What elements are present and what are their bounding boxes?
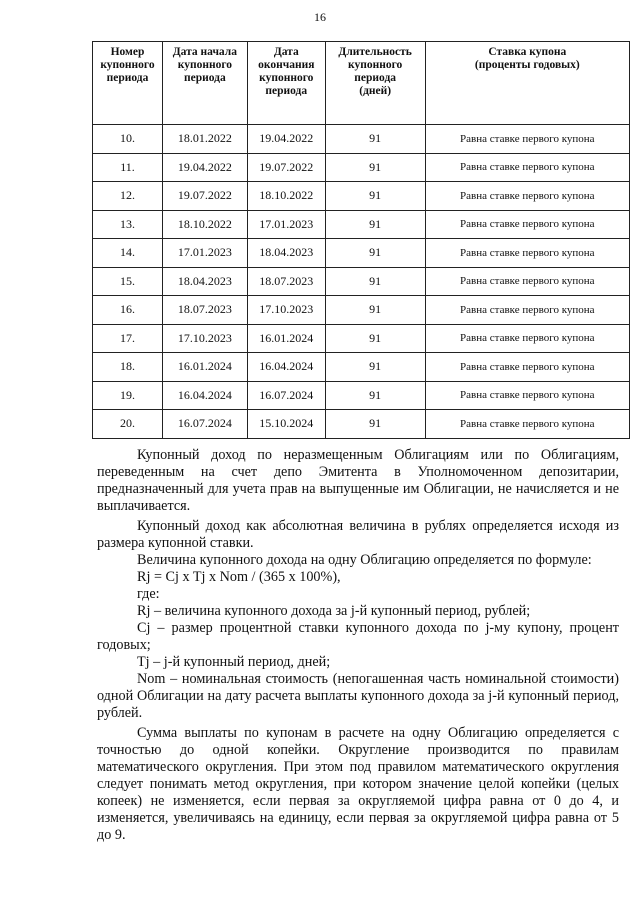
table-row [93, 296, 630, 325]
cell-duration: 91 [325, 125, 425, 154]
cell-period-number: 20. [93, 410, 163, 439]
cell-start-date: 17.10.2023 [162, 324, 247, 353]
cell-start-date: 19.07.2022 [162, 182, 247, 211]
table-row [93, 153, 630, 182]
paragraph-unplaced-bonds: Купонный доход по неразмещенным Облигациям или по Облигациям, переведенным на счет депо Эмитента в Уполномоченном депозитарии, предназначенный для учета прав на выпущенные им Облигации, не начисляется и не выплачивается. [97, 447, 619, 514]
cell-period-number: 15. [93, 267, 163, 296]
cell-duration: 91 [325, 381, 425, 410]
cell-start-date: 19.04.2022 [162, 153, 247, 182]
cell-start-date: 16.01.2024 [162, 353, 247, 382]
cell-duration: 91 [325, 353, 425, 382]
document-body [97, 447, 619, 844]
cell-coupon-rate: Равна ставке первого купона [425, 239, 629, 268]
page-number: 16 [314, 10, 326, 24]
cell-duration: 91 [325, 182, 425, 211]
cell-coupon-rate: Равна ставке первого купона [425, 381, 629, 410]
cell-duration: 91 [325, 410, 425, 439]
header-start-date [162, 42, 247, 125]
cell-duration: 91 [325, 153, 425, 182]
cell-period-number: 19. [93, 381, 163, 410]
paragraph-rounding: Сумма выплаты по купонам в расчете на одну Облигацию определяется с точностью до одной копейки. Округление производится по правилам математического округления. При этом под правилом математического округления следует понимать метод округления, при котором значение целой копейки (целых копеек) не изменяется, если первая за округляемой цифра равна от 0 до 4, и изменяется, увеличиваясь на единицу, если первая за округляемой цифра равна от 5 до 9. [97, 725, 619, 843]
table-header-row [93, 42, 630, 125]
cell-period-number: 10. [93, 125, 163, 154]
cell-end-date: 19.07.2022 [247, 153, 325, 182]
table-row [93, 410, 630, 439]
coupon-table [92, 41, 630, 439]
cell-end-date: 16.04.2024 [247, 353, 325, 382]
where-label: где: [137, 586, 160, 602]
header-label: Номер купонного периода [100, 46, 155, 84]
cell-duration: 91 [325, 239, 425, 268]
header-coupon-rate [425, 42, 629, 125]
table-row [93, 210, 630, 239]
table-row [93, 353, 630, 382]
cell-start-date: 16.07.2024 [162, 410, 247, 439]
cell-start-date: 18.10.2022 [162, 210, 247, 239]
cell-end-date: 18.10.2022 [247, 182, 325, 211]
cell-coupon-rate: Равна ставке первого купона [425, 125, 629, 154]
header-label: Длительность купонного периода (дней) [338, 46, 412, 97]
cell-end-date: 18.07.2023 [247, 267, 325, 296]
cell-end-date: 17.10.2023 [247, 296, 325, 325]
definition-tj: Tj – j-й купонный период, дней; [137, 654, 331, 670]
cell-coupon-rate: Равна ставке первого купона [425, 153, 629, 182]
table-row [93, 267, 630, 296]
cell-end-date: 18.04.2023 [247, 239, 325, 268]
header-label: Дата окончания купонного периода [258, 46, 315, 97]
cell-coupon-rate: Равна ставке первого купона [425, 324, 629, 353]
cell-period-number: 13. [93, 210, 163, 239]
cell-end-date: 16.01.2024 [247, 324, 325, 353]
cell-period-number: 14. [93, 239, 163, 268]
cell-coupon-rate: Равна ставке первого купона [425, 182, 629, 211]
cell-duration: 91 [325, 267, 425, 296]
cell-coupon-rate: Равна ставке первого купона [425, 410, 629, 439]
cell-coupon-rate: Равна ставке первого купона [425, 353, 629, 382]
definition-cj: Cj – размер процентной ставки купонного дохода по j-му купону, процент годовых; [97, 620, 619, 653]
header-period-number [93, 42, 163, 125]
cell-end-date: 19.04.2022 [247, 125, 325, 154]
definition-rj: Rj – величина купонного дохода за j-й купонный период, рублей; [137, 603, 531, 619]
cell-start-date: 18.07.2023 [162, 296, 247, 325]
cell-period-number: 17. [93, 324, 163, 353]
formula: Rj = Cj x Tj x Nom / (365 x 100%), [137, 569, 341, 585]
cell-end-date: 15.10.2024 [247, 410, 325, 439]
cell-coupon-rate: Равна ставке первого купона [425, 296, 629, 325]
table-row [93, 239, 630, 268]
paragraph-coupon-income: Купонный доход как абсолютная величина в рублях определяется исходя из размера купонной ставки. [97, 518, 619, 551]
cell-start-date: 18.01.2022 [162, 125, 247, 154]
cell-end-date: 17.01.2023 [247, 210, 325, 239]
cell-start-date: 18.04.2023 [162, 267, 247, 296]
table-row [93, 125, 630, 154]
header-label: Дата начала купонного периода [172, 46, 237, 84]
table-row [93, 381, 630, 410]
cell-start-date: 17.01.2023 [162, 239, 247, 268]
cell-coupon-rate: Равна ставке первого купона [425, 210, 629, 239]
table-row [93, 182, 630, 211]
cell-period-number: 12. [93, 182, 163, 211]
definition-nom: Nom – номинальная стоимость (непогашенная часть номинальной стоимости) одной Облигации на дату расчета выплаты купонного дохода за j-й купонный период, рублей. [97, 671, 619, 721]
cell-coupon-rate: Равна ставке первого купона [425, 267, 629, 296]
cell-period-number: 11. [93, 153, 163, 182]
cell-duration: 91 [325, 324, 425, 353]
header-end-date [247, 42, 325, 125]
cell-duration: 91 [325, 296, 425, 325]
table-row [93, 324, 630, 353]
header-label: Ставка купона (проценты годовых) [474, 46, 580, 71]
paragraph-formula-intro: Величина купонного дохода на одну Облигацию определяется по формуле: [137, 552, 592, 568]
cell-duration: 91 [325, 210, 425, 239]
cell-end-date: 16.07.2024 [247, 381, 325, 410]
cell-period-number: 16. [93, 296, 163, 325]
cell-start-date: 16.04.2024 [162, 381, 247, 410]
cell-period-number: 18. [93, 353, 163, 382]
header-duration [325, 42, 425, 125]
